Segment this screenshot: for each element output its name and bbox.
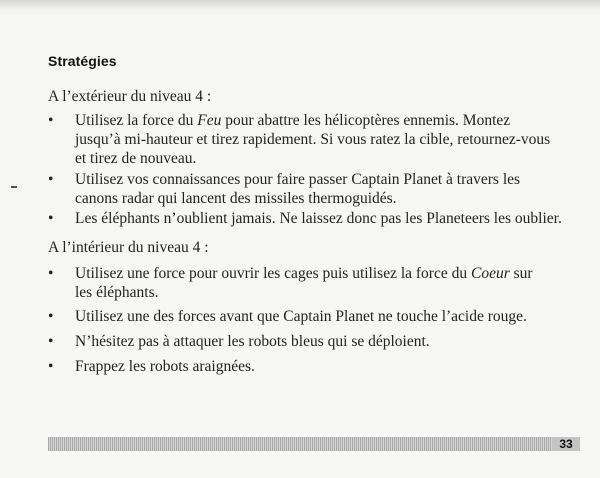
- list-item-text: Les éléphants n’oublient jamais. Ne laissez donc pas les Planeteers les oublier.: [75, 210, 562, 227]
- emphasis-feu: Feu: [197, 112, 222, 129]
- bullet-icon: •: [48, 210, 54, 227]
- bullet-icon: •: [48, 171, 54, 188]
- list-item-text: Utilisez la force du Feu pour abattre les hélicoptères ennemis. Montez jusqu’à mi-hauteur et tirez rapidement. Si vous ratez la cible, retournez-vous et tirez de nouveau.: [75, 112, 551, 167]
- page-top-edge: [0, 0, 600, 10]
- list-item: [48, 332, 588, 351]
- footer-band: [48, 437, 552, 451]
- page-number: 33: [559, 437, 573, 451]
- list-item-text: Utilisez vos connaissances pour faire passer Captain Planet à travers les canons radar qui lancent des missiles thermoguidés.: [75, 171, 521, 207]
- list-item: [48, 170, 588, 208]
- bullet-icon: •: [48, 333, 54, 350]
- bullet-icon: •: [48, 358, 54, 375]
- section-intro-interior: A l’intérieur du niveau 4 :: [48, 239, 209, 256]
- bullet-icon: •: [48, 112, 54, 129]
- emphasis-coeur: Coeur: [470, 265, 510, 282]
- margin-mark: [11, 186, 17, 188]
- list-item-text: Utilisez une des forces avant que Captain Planet ne touche l’acide rouge.: [75, 308, 527, 325]
- bullet-icon: •: [48, 265, 54, 282]
- list-item: [48, 307, 588, 326]
- list-item: [48, 264, 588, 302]
- section-intro-exterior: A l’extérieur du niveau 4 :: [48, 88, 212, 105]
- list-item-text: N’hésitez pas à attaquer les robots bleus qui se déploient.: [75, 333, 430, 350]
- section-heading: Stratégies: [48, 53, 117, 69]
- bullet-icon: •: [48, 308, 54, 325]
- list-item-text: Frappez les robots araignées.: [75, 358, 255, 375]
- list-item: [48, 111, 588, 168]
- list-item-text: Utilisez une force pour ouvrir les cages puis utilisez la force du Coeur sur les éléphants.: [75, 265, 533, 301]
- list-item: [48, 357, 588, 376]
- list-item: [48, 209, 588, 228]
